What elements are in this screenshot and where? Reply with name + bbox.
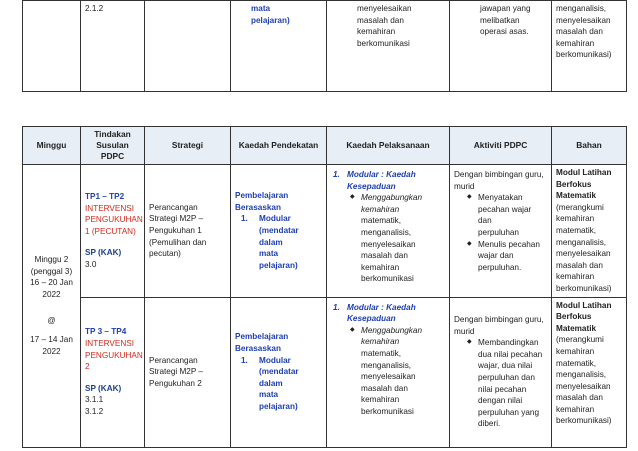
list-item bbox=[478, 192, 547, 238]
text-line: matematik, bbox=[361, 216, 402, 226]
cell-pelaksanaan bbox=[327, 297, 450, 447]
header-kaedah: Kaedah Pendekatan bbox=[231, 127, 327, 165]
bahan-title: Matematik bbox=[556, 323, 597, 333]
text-line: berkomunikasi bbox=[361, 406, 414, 416]
pelaksanaan-list bbox=[347, 325, 445, 418]
text-line: pecutan) bbox=[149, 249, 181, 259]
sp-value: 2.1.2 bbox=[85, 4, 104, 13]
text-line: masalah dan bbox=[556, 260, 603, 270]
cell-tindakan bbox=[81, 1, 145, 92]
intervensi-text: INTERVENSI bbox=[85, 203, 134, 213]
sp-value: 3.1.1 bbox=[85, 395, 104, 405]
table-row bbox=[23, 1, 627, 92]
sp-label: SP (KAK) bbox=[85, 248, 122, 258]
text-line: berkomunikasi bbox=[357, 38, 410, 48]
header-aktiviti: Aktiviti PDPC bbox=[450, 127, 552, 165]
list-item bbox=[361, 192, 445, 285]
text-line: jawapan yang bbox=[480, 4, 531, 13]
text-line: Modular bbox=[259, 355, 291, 365]
cell-bahan bbox=[552, 1, 627, 92]
text-line: kemahiran bbox=[556, 214, 595, 224]
text-line: masalah dan bbox=[556, 393, 603, 403]
text-line: kemahiran bbox=[556, 346, 595, 356]
intervensi-text: INTERVENSI bbox=[85, 339, 134, 349]
kaedah-title: Pembelajaran bbox=[235, 191, 289, 201]
week-text: Minggu 2 bbox=[34, 255, 69, 265]
text-line: kemahiran bbox=[357, 27, 396, 37]
bahan-title: Matematik bbox=[556, 191, 597, 201]
text-line: melibatkan bbox=[480, 15, 520, 25]
text-line: operasi asas. bbox=[480, 27, 529, 37]
text-line: ◆ Menyatakan bbox=[478, 193, 523, 203]
text-line: Pengukuhan 2 bbox=[149, 378, 202, 388]
intervensi-text: PENGUKUHAN bbox=[85, 350, 143, 360]
table-row bbox=[23, 165, 627, 298]
text-line: (mendatar bbox=[259, 225, 299, 235]
cell-minggu bbox=[23, 165, 81, 448]
plan-table bbox=[22, 126, 627, 448]
cell-strategi bbox=[145, 165, 231, 298]
text-line: matematik, bbox=[556, 225, 597, 235]
text-line: berkomunikasi) bbox=[556, 283, 612, 293]
text-line: pelajaran) bbox=[259, 260, 298, 270]
list-number: 1. bbox=[333, 170, 340, 179]
text-line: dua nilai pecahan bbox=[478, 349, 543, 359]
text-line: (merangkumi bbox=[556, 202, 604, 212]
week-text: 16 – 20 Jan bbox=[30, 278, 73, 288]
cell-aktiviti bbox=[450, 297, 552, 447]
text-line: masalah dan bbox=[357, 15, 404, 25]
text-line: menganalisis, bbox=[556, 370, 607, 380]
text-line: masalah dan bbox=[556, 27, 603, 37]
text-line: menyelesaikan bbox=[357, 4, 412, 13]
text-line: diberi. bbox=[478, 419, 501, 429]
text-line: kemahiran bbox=[361, 395, 400, 405]
text-line: pelajaran) bbox=[259, 402, 298, 412]
pelaksanaan-title: Modular : Kaedah bbox=[347, 170, 416, 179]
bahan-title: Berfokus bbox=[556, 312, 592, 322]
header-minggu: Minggu bbox=[23, 127, 81, 165]
text-line: dengan nilai bbox=[478, 396, 523, 406]
text-line: Perancangan bbox=[149, 355, 198, 365]
bahan-title: Modul Latihan bbox=[556, 300, 612, 310]
text-line: ◆ Menggabungkan bbox=[361, 193, 423, 203]
tp-label: TP 3 – TP4 bbox=[85, 327, 127, 337]
pelaksanaan-title: Kesepaduan bbox=[347, 314, 396, 324]
text-line: Pengukuhan 1 bbox=[149, 225, 202, 235]
text-line: ◆ Menggabungkan bbox=[361, 325, 423, 335]
cell-minggu bbox=[23, 1, 81, 92]
cell-kaedah bbox=[231, 165, 327, 298]
list-item bbox=[478, 337, 547, 430]
text-line: menganalisis, bbox=[556, 4, 607, 13]
cell-aktiviti bbox=[450, 165, 552, 298]
header-pelaksanaan: Kaedah Pelaksanaan bbox=[327, 127, 450, 165]
week-text: 17 – 14 Jan bbox=[30, 335, 73, 345]
aktiviti-list bbox=[454, 337, 547, 430]
text-line: (merangkumi bbox=[556, 335, 604, 345]
kaedah-title: Pembelajaran bbox=[235, 332, 289, 342]
list-item bbox=[478, 239, 547, 274]
list-number: 1. bbox=[241, 214, 248, 224]
cell-tindakan bbox=[81, 165, 145, 298]
text-line: mata bbox=[251, 4, 271, 13]
week-text: 2022 bbox=[42, 346, 61, 356]
text-line: murid bbox=[454, 326, 475, 336]
table-row bbox=[23, 297, 627, 447]
text-line: kemahiran bbox=[556, 404, 595, 414]
text-line: masalah dan bbox=[361, 383, 408, 393]
text-line: Dengan bimbingan guru, bbox=[454, 170, 544, 179]
pelaksanaan-title: Kesepaduan bbox=[347, 181, 396, 191]
cell-pelaksanaan bbox=[327, 1, 450, 92]
sp-value: 3.0 bbox=[85, 259, 97, 269]
cell-aktiviti bbox=[450, 1, 552, 92]
text-line: menyelesaikan bbox=[556, 249, 611, 259]
text-line: masalah dan bbox=[361, 251, 408, 261]
text-line: (Pemulihan dan bbox=[149, 237, 207, 247]
text-line: dalam bbox=[259, 237, 283, 247]
text-line: menyelesaikan bbox=[361, 239, 416, 249]
cell-strategi bbox=[145, 1, 231, 92]
cell-kaedah bbox=[231, 1, 327, 92]
list-item bbox=[361, 325, 445, 418]
header-strategi: Strategi bbox=[145, 127, 231, 165]
text-line: Perancangan bbox=[149, 202, 198, 212]
text-line: menganalisis, bbox=[556, 237, 607, 247]
list-number: 1. bbox=[333, 302, 340, 312]
text-line: (mendatar bbox=[259, 367, 299, 377]
tp-label: TP1 – TP2 bbox=[85, 191, 125, 201]
cell-pelaksanaan bbox=[327, 165, 450, 298]
text-line: menganalisis, bbox=[361, 227, 412, 237]
bahan-title: Berfokus bbox=[556, 179, 592, 189]
text-line: murid bbox=[454, 181, 475, 191]
cell-kaedah bbox=[231, 297, 327, 447]
text-line: menyelesaikan bbox=[361, 372, 416, 382]
text-line: berkomunikasi bbox=[361, 274, 414, 284]
text-line: perpuluhan bbox=[478, 227, 519, 237]
text-line: matematik, bbox=[556, 358, 597, 368]
intervensi-text: PENGUKUHAN bbox=[85, 215, 143, 225]
header-bahan: Bahan bbox=[552, 127, 627, 165]
text-line: menyelesaikan bbox=[556, 381, 611, 391]
week-text: 2022 bbox=[42, 289, 61, 299]
text-line: Strategi M2P – bbox=[149, 367, 204, 377]
text-line: Modular bbox=[259, 214, 291, 224]
text-line: kemahiran bbox=[556, 272, 595, 282]
text-line: menyelesaikan bbox=[556, 15, 611, 25]
week-text: (penggal 3) bbox=[30, 266, 73, 276]
kaedah-title: Berasaskan bbox=[235, 344, 281, 354]
text-line: perpuluhan. bbox=[478, 262, 522, 272]
cell-bahan bbox=[552, 165, 627, 298]
header-tindakan: Tindakan Susulan PDPC bbox=[81, 127, 145, 165]
text-line: pelajaran) bbox=[251, 15, 290, 25]
text-line: berkomunikasi) bbox=[556, 416, 612, 426]
text-line: dalam bbox=[259, 378, 283, 388]
text-line: ◆ Membandingkan bbox=[478, 338, 539, 348]
text-line: wajar dan bbox=[478, 251, 514, 261]
sp-label: SP (KAK) bbox=[85, 383, 122, 393]
text-line: kemahiran bbox=[556, 38, 595, 48]
text-line: kemahiran bbox=[361, 337, 400, 347]
pelaksanaan-list bbox=[347, 192, 445, 285]
bahan-title: Modul Latihan bbox=[556, 168, 612, 177]
continued-table bbox=[22, 0, 627, 92]
cell-strategi bbox=[145, 297, 231, 447]
text-line: mata bbox=[259, 390, 279, 400]
week-separator: @ bbox=[47, 315, 56, 325]
kaedah-title: Berasaskan bbox=[235, 202, 281, 212]
pelaksanaan-title: Modular : Kaedah bbox=[347, 302, 416, 312]
intervensi-text: 2 bbox=[85, 362, 90, 372]
cell-bahan bbox=[552, 297, 627, 447]
text-line: perpuluhan dan bbox=[478, 373, 535, 383]
table-header-row bbox=[23, 127, 627, 165]
cell-tindakan bbox=[81, 297, 145, 447]
text-line: perpuluhan yang bbox=[478, 407, 540, 417]
text-line: wajar, dua nilai bbox=[478, 361, 533, 371]
text-line: ◆ Menulis pecahan bbox=[478, 239, 540, 249]
text-line: Dengan bimbingan guru, bbox=[454, 315, 544, 325]
text-line: kemahiran bbox=[361, 262, 400, 272]
text-line: nilai pecahan bbox=[478, 384, 527, 394]
text-line: matematik, bbox=[361, 348, 402, 358]
text-line: pecahan wajar dan bbox=[478, 204, 532, 226]
text-line: Strategi M2P – bbox=[149, 214, 204, 224]
intervensi-text: 1 (PECUTAN) bbox=[85, 226, 136, 236]
list-number: 1. bbox=[241, 355, 248, 365]
aktiviti-list bbox=[454, 192, 547, 273]
text-line: menganalisis, bbox=[361, 360, 412, 370]
sp-value: 3.1.2 bbox=[85, 407, 104, 417]
text-line: berkomunikasi) bbox=[556, 50, 612, 60]
text-line: kemahiran bbox=[361, 204, 400, 214]
text-line: mata bbox=[259, 249, 279, 259]
